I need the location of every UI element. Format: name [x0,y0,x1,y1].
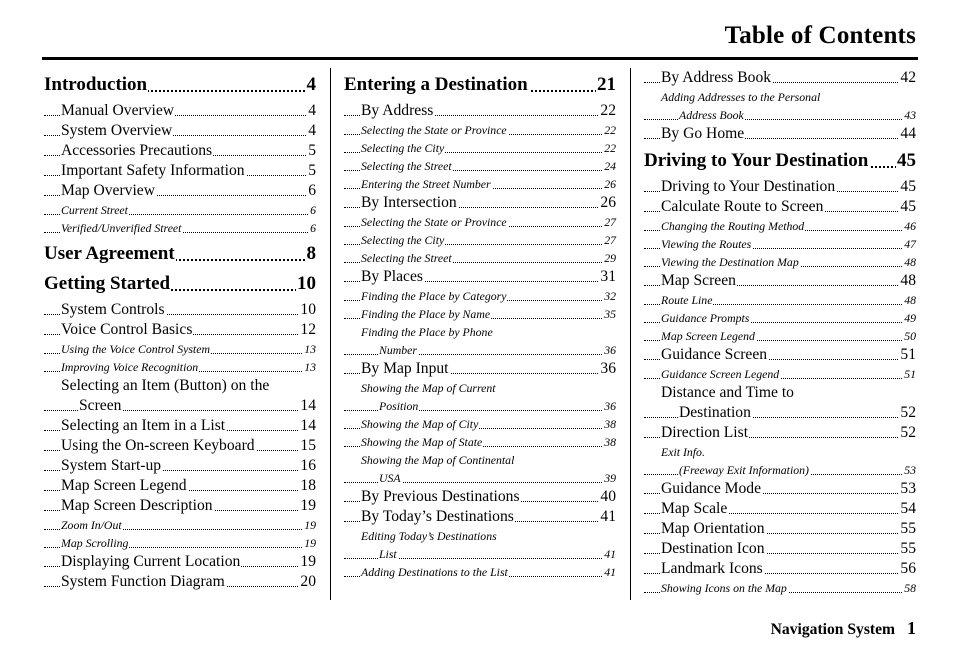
toc-page-number: 12 [300,321,316,338]
toc-entry[interactable] [44,476,316,496]
toc-subentry[interactable] [344,213,616,231]
toc-page-number: 45 [896,148,916,174]
toc-page-number: 6 [310,221,316,235]
toc-entry-title: Improving Voice Recognition [61,360,199,374]
toc-entry[interactable] [44,572,316,592]
toc-subentry[interactable] [644,443,916,479]
toc-entry-title: By Address Book [661,69,772,86]
toc-page-number: 50 [904,329,916,343]
toc-section[interactable] [644,148,916,174]
toc-page-number: 41 [604,547,616,561]
toc-entry-title-cont: List [379,547,397,561]
toc-page-number: 58 [904,581,916,595]
toc-entry[interactable] [44,141,316,161]
toc-subentry[interactable] [44,516,316,534]
toc-entry-title: Map Screen Description [61,497,213,514]
toc-page-number: 13 [304,342,316,356]
toc-entry[interactable] [644,539,916,559]
toc-entry[interactable] [44,300,316,320]
toc-entry-title: Direction List [661,424,749,441]
toc-page-number: 39 [604,471,616,485]
toc-subentry[interactable] [644,365,916,383]
toc-page-number: 36 [604,399,616,413]
toc-entry[interactable] [644,559,916,579]
toc-page-number: 48 [904,255,916,269]
toc-entry[interactable] [344,507,616,527]
toc-page-number: 15 [300,437,316,454]
toc-entry[interactable] [344,193,616,213]
toc-entry-title: Finding the Place by Phone [361,323,616,341]
toc-page-number: 19 [304,536,316,550]
toc-page-number: 41 [604,565,616,579]
toc-page-number: 46 [904,219,916,233]
toc-page-number: 32 [604,289,616,303]
toc-entry-title: Viewing the Destination Map [661,255,799,269]
toc-page-number: 41 [600,508,616,525]
toc-entry-title: Finding the Place by Category [361,289,507,303]
toc-entry[interactable] [644,383,916,423]
toc-entry-title: Calculate Route to Screen [661,198,824,215]
toc-entry-title: Driving to Your Destination [644,150,869,171]
toc-entry-title: Landmark Icons [661,560,763,577]
toc-page-number: 53 [900,480,916,497]
toc-subentry[interactable] [344,323,616,359]
toc-entry-title: By Today’s Destinations [361,508,514,525]
toc-page-number: 38 [604,435,616,449]
toc-entry-title: Changing the Routing Method [661,219,805,233]
toc-entry-title: Guidance Prompts [661,311,750,325]
toc-entry-title: Finding the Place by Name [361,307,491,321]
toc-page-number: 8 [306,241,317,267]
toc-subentry[interactable] [44,201,316,219]
toc-entry-title: Map Scale [661,500,728,517]
toc-page-number: 22 [604,141,616,155]
toc-entry-title: Voice Control Basics [61,321,193,338]
toc-entry[interactable] [344,101,616,121]
toc-subentry[interactable] [644,327,916,345]
toc-page-number: 45 [900,178,916,195]
toc-entry-title: Displaying Current Location [61,553,241,570]
toc-entry[interactable] [344,267,616,287]
toc-entry-title: Editing Today’s Destinations [361,527,616,545]
toc-subentry[interactable] [344,379,616,415]
toc-page-number: 45 [900,198,916,215]
toc-entry-title: Driving to Your Destination [661,178,836,195]
toc-column-3 [644,68,916,597]
toc-entry-title-cont: Number [379,343,418,357]
toc-entry-title: Selecting the Street [361,251,452,265]
toc-page-number: 55 [900,540,916,557]
toc-page-number: 21 [596,72,616,98]
toc-page-number: 56 [900,560,916,577]
toc-page-number: 54 [900,500,916,517]
toc-subentry[interactable] [344,139,616,157]
toc-page-number: 44 [900,125,916,142]
toc-entry[interactable] [644,271,916,291]
toc-entry-title: Zoom In/Out [61,518,122,532]
toc-subentry[interactable] [44,534,316,552]
toc-entry-title: By Previous Destinations [361,488,520,505]
toc-entry-title: By Intersection [361,194,457,211]
toc-section[interactable] [344,72,616,98]
toc-subentry[interactable] [344,433,616,451]
toc-entry-title-cont: USA [379,471,401,485]
toc-entry-title: Selecting an Item (Button) on the [61,376,316,396]
toc-entry-title: Map Overview [61,182,155,199]
toc-entry-title: Map Scrolling [61,536,129,550]
toc-entry-title-cont: Destination [679,404,751,421]
toc-entry[interactable] [344,487,616,507]
toc-page-number: 49 [904,311,916,325]
toc-subentry[interactable] [344,305,616,323]
toc-subentry[interactable] [644,235,916,253]
toc-subentry[interactable] [344,527,616,563]
toc-entry-title: Map Orientation [661,520,765,537]
toc-page-number: 38 [604,417,616,431]
toc-entry-title: Map Screen Legend [661,329,755,343]
toc-page-number: 36 [600,360,616,377]
toc-entry-title: System Controls [61,301,165,318]
toc-page-number: 51 [904,367,916,381]
toc-entry[interactable] [44,416,316,436]
toc-page-number: 19 [300,553,316,570]
toc-entry-title: Selecting an Item in a List [61,417,226,434]
toc-entry-title: By Address [361,102,434,119]
toc-entry-title-cont: Position [379,399,419,413]
toc-entry-title: Map Screen [661,272,736,289]
toc-entry-title: User Agreement [44,243,175,264]
toc-subentry[interactable] [344,249,616,267]
toc-subentry[interactable] [344,451,616,487]
toc-page-number: 36 [604,343,616,357]
toc-page-number: 22 [604,123,616,137]
toc-entry-title: Selecting the State or Province [361,215,507,229]
toc-subentry[interactable] [644,88,916,124]
toc-entry[interactable] [44,376,316,416]
toc-page-number: 29 [604,251,616,265]
toc-page-number: 14 [300,417,316,434]
toc-entry[interactable] [644,519,916,539]
toc-entry[interactable] [644,479,916,499]
toc-page-number: 27 [604,233,616,247]
toc-entry[interactable] [644,345,916,365]
toc-entry[interactable] [44,121,316,141]
toc-page-number: 13 [304,360,316,374]
toc-entry[interactable] [344,359,616,379]
toc-entry-title: Adding Addresses to the Personal [661,88,916,106]
toc-entry-title: Showing Icons on the Map [661,581,787,595]
toc-page-number: 5 [308,162,316,179]
toc-subentry[interactable] [344,287,616,305]
toc-entry-title: Selecting the City [361,233,445,247]
toc-page-number: 48 [900,272,916,289]
toc-page-number: 4 [308,102,316,119]
column-divider [330,68,331,600]
toc-page-number: 43 [904,108,916,122]
toc-page-number: 19 [304,518,316,532]
toc-entry[interactable] [44,161,316,181]
toc-page-number: 26 [604,177,616,191]
toc-entry-title: Guidance Screen Legend [661,367,780,381]
toc-page-number: 19 [300,497,316,514]
column-divider [630,68,631,600]
toc-entry-title: Distance and Time to [661,383,916,403]
toc-entry-title: Entering the Street Number [361,177,491,191]
toc-page-number: 48 [904,293,916,307]
toc-entry-title: Guidance Screen [661,346,768,363]
toc-entry-title: Map Screen Legend [61,477,187,494]
toc-entry-title: Route Line [661,293,713,307]
toc-entry-title: Accessories Precautions [61,142,213,159]
toc-page-number: 42 [900,69,916,86]
toc-entry-title: Verified/Unverified Street [61,221,182,235]
toc-entry[interactable] [644,177,916,197]
toc-subentry[interactable] [344,175,616,193]
toc-entry[interactable] [644,197,916,217]
toc-page-number: 31 [600,268,616,285]
toc-entry-title: By Map Input [361,360,449,377]
toc-column-2 [344,68,616,581]
toc-page-number: 27 [604,215,616,229]
toc-page-number: 14 [300,397,316,414]
toc-page-number: 35 [604,307,616,321]
toc-page-number: 51 [900,346,916,363]
toc-page-number: 47 [904,237,916,251]
toc-subentry[interactable] [644,291,916,309]
title-rule [42,57,918,60]
toc-entry-title: Entering a Destination [344,74,528,95]
toc-page-number: 52 [900,404,916,421]
toc-subentry[interactable] [644,217,916,235]
toc-entry-title: By Go Home [661,125,745,142]
toc-entry-title: Using the Voice Control System [61,342,210,356]
toc-page-number: 40 [600,488,616,505]
toc-entry-title-cont: Screen [79,397,122,414]
toc-page-number: 20 [300,573,316,590]
toc-subentry[interactable] [644,253,916,271]
toc-entry-title: Important Safety Information [61,162,245,179]
page-number: 1 [907,618,916,638]
toc-subentry[interactable] [44,340,316,358]
toc-entry-title: Introduction [44,74,148,95]
toc-page-number: 18 [300,477,316,494]
toc-entry-title: Getting Started [44,273,171,294]
toc-subentry[interactable] [344,121,616,139]
toc-page-number: 52 [900,424,916,441]
toc-entry-title-cont: (Freeway Exit Information) [679,463,809,477]
toc-entry-title: Showing the Map of City [361,417,479,431]
toc-entry-title: Using the On-screen Keyboard [61,437,255,454]
toc-subentry[interactable] [344,415,616,433]
toc-page-number: 26 [600,194,616,211]
toc-page-number: 53 [904,463,916,477]
toc-page-number: 55 [900,520,916,537]
toc-entry-title: Showing the Map of Continental [361,451,616,469]
toc-entry-title: System Function Diagram [61,573,225,590]
toc-page-number: 10 [296,271,316,297]
toc-page-number: 10 [300,301,316,318]
toc-entry[interactable] [44,456,316,476]
toc-entry-title: Showing the Map of Current [361,379,616,397]
toc-subentry[interactable] [44,358,316,376]
toc-entry-title: Selecting the State or Province [361,123,507,137]
footer-label: Navigation System [770,621,895,638]
toc-column-1 [44,68,316,592]
toc-subentry[interactable] [644,579,916,597]
toc-page-number: 4 [306,72,317,98]
toc-entry-title: System Overview [61,122,173,139]
toc-entry[interactable] [44,181,316,201]
toc-subentry[interactable] [644,309,916,327]
toc-page-number: 6 [308,182,316,199]
toc-entry-title: Selecting the City [361,141,445,155]
toc-entry[interactable] [644,423,916,443]
toc-subentry[interactable] [344,563,616,581]
toc-page-number: 4 [308,122,316,139]
toc-entry[interactable] [44,101,316,121]
toc-entry-title-cont: Address Book [679,108,744,122]
toc-entry-title: Destination Icon [661,540,765,557]
toc-page-number: 24 [604,159,616,173]
toc-entry[interactable] [644,499,916,519]
toc-page-number: 16 [300,457,316,474]
toc-section[interactable] [44,271,316,297]
toc-subentry[interactable] [344,231,616,249]
page-footer [771,618,916,639]
toc-entry-title: Manual Overview [61,102,175,119]
toc-entry[interactable] [44,496,316,516]
toc-entry[interactable] [44,436,316,456]
toc-entry-title: Adding Destinations to the List [361,565,508,579]
toc-section[interactable] [44,241,316,267]
toc-entry-title: Viewing the Routes [661,237,752,251]
toc-page-number: 5 [308,142,316,159]
toc-entry-title: Exit Info. [661,443,916,461]
toc-entry-title: Showing the Map of State [361,435,483,449]
toc-subentry[interactable] [44,219,316,237]
toc-entry[interactable] [644,124,916,144]
toc-section[interactable] [44,72,316,98]
toc-entry-title: Current Street [61,203,128,217]
toc-page-number: 6 [310,203,316,217]
toc-entry-title: Selecting the Street [361,159,452,173]
toc-entry[interactable] [644,68,916,88]
toc-entry-title: System Start-up [61,457,162,474]
toc-entry-title: Guidance Mode [661,480,762,497]
toc-entry[interactable] [44,552,316,572]
toc-page-number: 22 [600,102,616,119]
toc-subentry[interactable] [344,157,616,175]
toc-entry-title: By Places [361,268,423,285]
page-title: Table of Contents [724,22,916,49]
toc-entry[interactable] [44,320,316,340]
